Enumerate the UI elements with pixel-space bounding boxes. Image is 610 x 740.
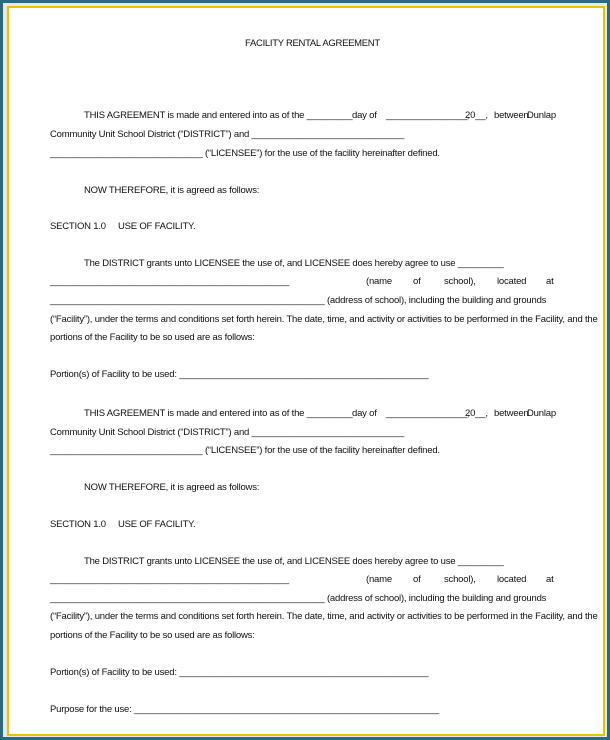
page-title: FACILITY RENTAL AGREEMENT [245,38,380,49]
grant-line-4: (“Facility”), under the terms and conditions set forth herein. The date, time, and activity or activities to be performed in the Facility, and the [50,611,598,622]
grant-line-2-at: at [546,574,554,585]
portions-line: Portion(s) of Facility to be used: _________________________________________________ [50,667,429,678]
grant-line-5: portions of the Facility to be so used are as follows: [50,332,255,343]
grant-line-2-blank: _______________________________________________ [50,574,289,585]
section-number: SECTION 1.0 [50,519,106,530]
grant-line-2-at: at [546,276,554,287]
agreement-line-1f: Dunlap [527,408,556,419]
now-therefore: NOW THEREFORE, it is agreed as follows: [84,482,260,493]
grant-line-1: The DISTRICT grants unto LICENSEE the use of, and LICENSEE does hereby agree to use _________ [84,556,504,567]
agreement-line-1d: 20__, [465,110,488,121]
grant-line-2-blank: _______________________________________________ [50,276,289,287]
portions-line: Portion(s) of Facility to be used: _________________________________________________ [50,369,429,380]
grant-line-2-of: of [413,574,421,585]
agreement-line-3: ______________________________ (“LICENSEE”) for the use of the facility hereinafter defined. [50,148,440,159]
grant-line-4: (“Facility”), under the terms and conditions set forth herein. The date, time, and activity or activities to be performed in the Facility, and the [50,314,598,325]
agreement-line-1d: 20__, [465,408,488,419]
grant-line-2-school: school), [444,276,476,287]
agreement-line-1a: THIS AGREEMENT is made and entered into as of the _________ [84,408,353,419]
grant-line-3: ______________________________________________________ (address of school), including the building and grounds [50,295,547,306]
agreement-line-1a: THIS AGREEMENT is made and entered into as of the _________ [84,110,353,121]
grant-line-2-name: (name [366,574,392,585]
agreement-line-1e: between [494,408,529,419]
grant-line-2-located: located [497,574,527,585]
grant-line-3: ______________________________________________________ (address of school), including the building and grounds [50,593,547,604]
grant-line-5: portions of the Facility to be so used are as follows: [50,630,255,641]
agreement-line-1b: day of [352,110,377,121]
grant-line-2-school: school), [444,574,476,585]
agreement-line-2: Community Unit School District (“DISTRICT”) and ______________________________ [50,129,405,140]
purpose-line: Purpose for the use: ____________________________________________________________ [50,704,439,715]
section-number: SECTION 1.0 [50,221,106,232]
grant-line-1: The DISTRICT grants unto LICENSEE the use of, and LICENSEE does hereby agree to use _________ [84,258,504,269]
agreement-line-3: ______________________________ (“LICENSEE”) for the use of the facility hereinafter defined. [50,445,440,456]
section-title: USE OF FACILITY. [118,519,196,530]
section-title: USE OF FACILITY. [118,221,196,232]
agreement-line-1b: day of [352,408,377,419]
agreement-line-1e: between [494,110,529,121]
now-therefore: NOW THEREFORE, it is agreed as follows: [84,185,260,196]
grant-line-2-name: (name [366,276,392,287]
agreement-line-1f: Dunlap [527,110,556,121]
agreement-line-2: Community Unit School District (“DISTRICT”) and ______________________________ [50,427,405,438]
agreement-line-1c: ________________, [386,408,470,419]
grant-line-2-located: located [497,276,527,287]
agreement-line-1c: ________________, [386,110,470,121]
grant-line-2-of: of [413,276,421,287]
